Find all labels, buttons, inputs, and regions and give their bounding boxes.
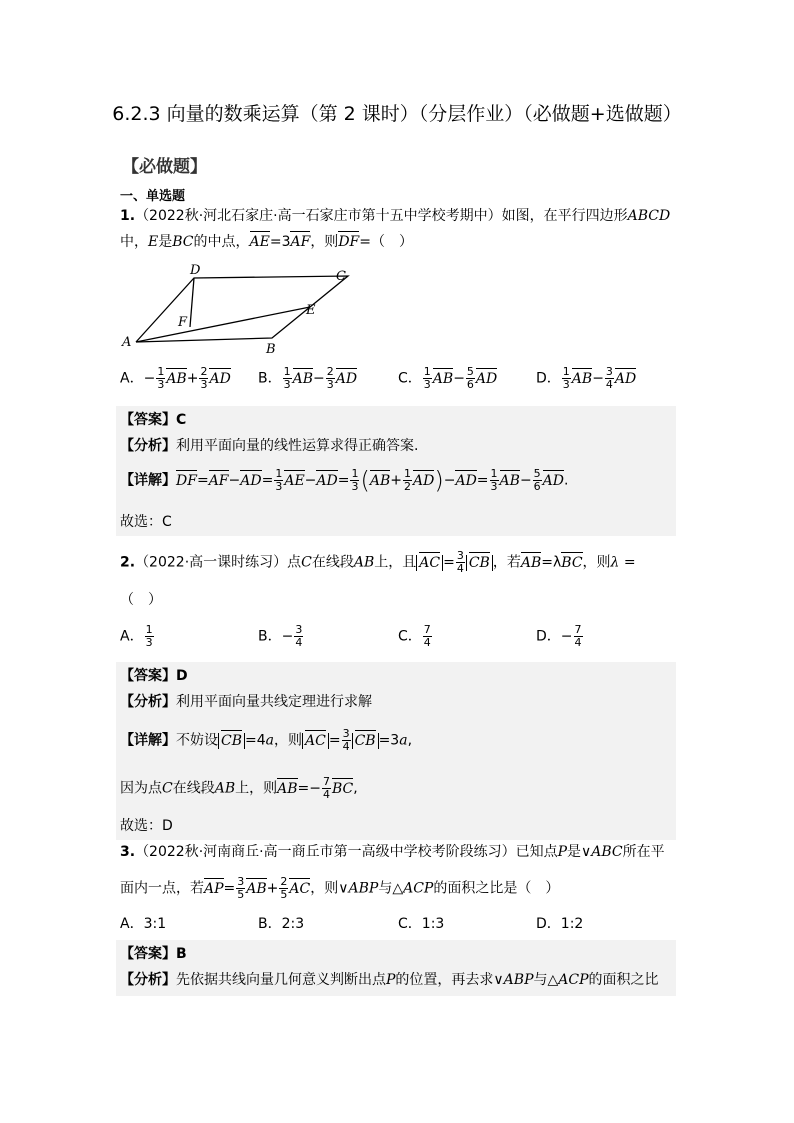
q2-analysis: 【分析】利用平面向量共线定理进行求解 xyxy=(120,694,372,710)
q1-option-a: A．− $\frac{1}{3}$ AB+ $\frac{2}{3}$ AD xyxy=(120,365,231,391)
q2-option-c: C． $\frac{7}{4}$ xyxy=(398,623,431,649)
q2-detail: 【详解】不妨设 CB =4a，则 AC = $\frac{3}{4}$ CB =3a, xyxy=(120,727,413,753)
q3-option-d: D．1:2 xyxy=(536,916,584,932)
label-F: F xyxy=(178,315,188,330)
q2-detail-line2: 因为点C在线段AB上，则AB=− $\frac{7}{4}$ BC, xyxy=(120,775,358,801)
label-B: B xyxy=(266,342,276,357)
label-A: A xyxy=(122,335,132,350)
q1-answer: 【答案】C xyxy=(120,412,187,428)
q3-option-b: B．2:3 xyxy=(258,916,305,932)
q3-answer: 【答案】B xyxy=(120,946,187,962)
q3-analysis: 【分析】先依据共线向量几何意义判断出点P的位置，再去求∨ABP与△ACP的面积之比 xyxy=(120,972,659,988)
q2-blank: （ ） xyxy=(120,592,162,608)
q2-answer: 【答案】D xyxy=(120,668,188,684)
q1-line1: 1.（2022秋·河北石家庄·高一石家庄市第十五中学校考期中）如图，在平行四边形ABCD xyxy=(120,208,671,224)
q1-option-c: C． $\frac{1}{3}$ AB− $\frac{5}{6}$ AD xyxy=(398,365,498,391)
q1-conclusion: 故选：C xyxy=(120,514,172,530)
label-E: E xyxy=(306,303,316,318)
q1-line2: 中，E是BC的中点，AE=3AF，则DF=（ ） xyxy=(120,234,413,250)
heading-single-choice: 一、单选题 xyxy=(120,189,186,204)
q3-option-a: A．3:1 xyxy=(120,916,167,932)
q3-option-c: C．1:3 xyxy=(398,916,445,932)
q1-parallelogram-figure xyxy=(118,258,358,358)
q2-conclusion: 故选：D xyxy=(120,818,173,834)
q3-line2: 面内一点，若AP= $\frac{3}{5}$ AB+ $\frac{2}{5}$ AC，则∨ABP与△ACP的面积之比是（ ） xyxy=(120,875,560,901)
q1-option-d: D． $\frac{1}{3}$ AB− $\frac{3}{4}$ AD xyxy=(536,365,637,391)
q2-option-d: D．− $\frac{7}{4}$ xyxy=(536,623,582,649)
q2-line1: 2.（2022·高一课时练习）点C在线段AB上，且 AC = $\frac{3}{4}$ CB ，若AB=λBC，则λ = xyxy=(120,549,636,575)
label-C: C xyxy=(336,269,346,284)
q3-line1: 3.（2022秋·河南商丘·高一商丘市第一高级中学校考阶段练习）已知点P是∨ABC所在平 xyxy=(120,844,665,860)
q2-option-a: A． $\frac{1}{3}$ xyxy=(120,623,153,649)
section-required: 【必做题】 xyxy=(122,157,207,177)
q1-detail: 【详解】DF=AF−AD= $\frac{1}{3}$ AE−AD= $\frac{1}{3}$ (AB+ $\frac{1}{2}$ AD)−AD= $\frac{1}{3}$ AB− $\frac{5}{6}$ AD. xyxy=(120,466,569,495)
label-D: D xyxy=(190,263,201,278)
document-title: 6.2.3 向量的数乘运算（第 2 课时）（分层作业）（必做题+选做题） xyxy=(112,103,682,125)
q2-option-b: B．− $\frac{3}{4}$ xyxy=(258,623,303,649)
q1-option-b: B． $\frac{1}{3}$ AB− $\frac{2}{3}$ AD xyxy=(258,365,358,391)
q1-analysis: 【分析】利用平面向量的线性运算求得正确答案. xyxy=(120,438,419,454)
